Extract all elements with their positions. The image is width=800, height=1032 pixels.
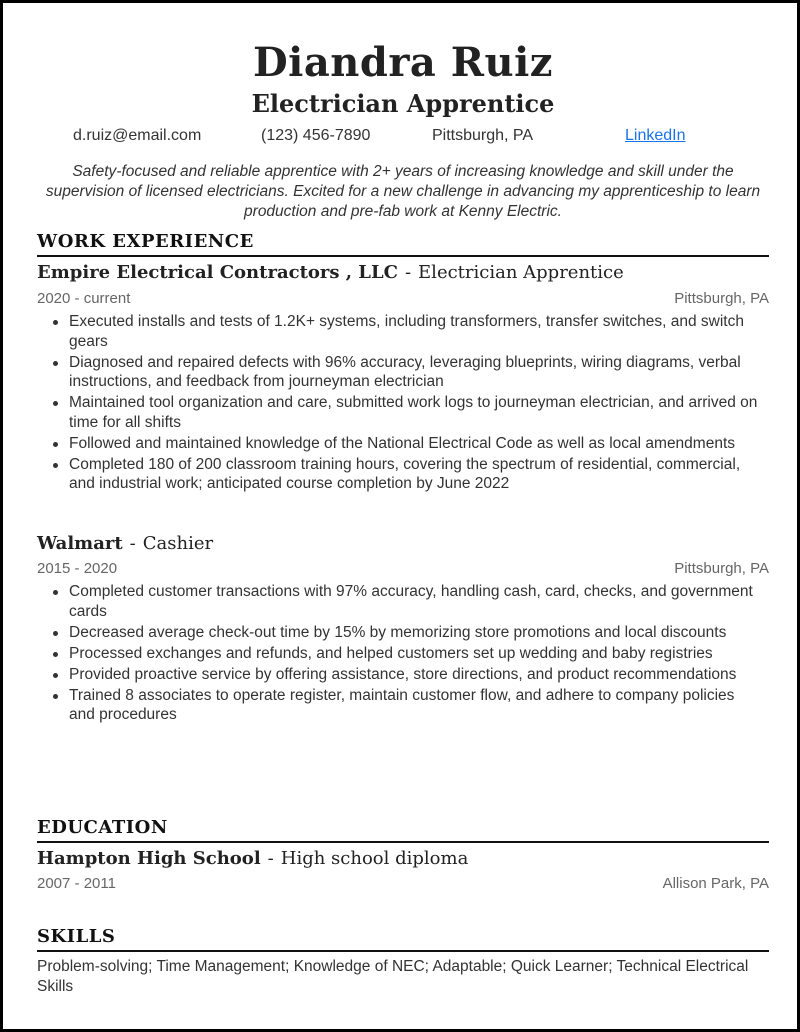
- contact-row: [3, 127, 800, 149]
- list-item: Followed and maintained knowledge of the National Electrical Code as well as local amendments: [37, 434, 761, 454]
- education-meta: [37, 875, 769, 895]
- education-header: [37, 848, 468, 869]
- section-work-experience: WORK EXPERIENCE: [37, 231, 769, 257]
- list-item: Trained 8 associates to operate register, maintain customer flow, and adhere to company policies and procedures: [37, 686, 761, 725]
- job-dates: 2015 - 2020: [37, 560, 118, 577]
- job-bullets: [37, 312, 761, 495]
- job-bullets: [37, 582, 761, 726]
- list-item: Maintained tool organization and care, submitted work logs to journeyman electrician, and arrived on time for all shifts: [37, 393, 761, 432]
- contact-email: d.ruiz@email.com: [73, 127, 202, 144]
- job-header: [37, 262, 624, 283]
- job-location: Pittsburgh, PA: [674, 560, 769, 577]
- contact-location: Pittsburgh, PA: [432, 127, 534, 144]
- candidate-name: Diandra Ruiz: [252, 39, 553, 86]
- candidate-title: Electrician Apprentice: [251, 89, 555, 118]
- education-dates: 2007 - 2011: [37, 875, 116, 892]
- education-location: Allison Park, PA: [662, 875, 769, 892]
- job-meta: [37, 290, 769, 310]
- school-name: Hampton High School: [37, 848, 261, 869]
- list-item: Processed exchanges and refunds, and helped customers set up wedding and baby registries: [37, 644, 761, 664]
- job-dates: 2020 - current: [37, 290, 131, 307]
- company-name: Empire Electrical Contractors , LLC: [37, 262, 398, 283]
- list-item: Completed customer transactions with 97% accuracy, handling cash, card, checks, and government cards: [37, 582, 761, 621]
- contact-phone: (123) 456-7890: [261, 127, 371, 144]
- degree: High school diploma: [280, 848, 469, 869]
- job-location: Pittsburgh, PA: [674, 290, 769, 307]
- section-education: EDUCATION: [37, 817, 769, 843]
- section-skills: SKILLS: [37, 926, 769, 952]
- list-item: Executed installs and tests of 1.2K+ systems, including transformers, transfer switches, and switch gears: [37, 312, 761, 351]
- list-item: Provided proactive service by offering assistance, store directions, and product recommendations: [37, 665, 761, 685]
- skills-list: Problem-solving; Time Management; Knowledge of NEC; Adaptable; Quick Learner; Technical Electrical Skills: [37, 958, 749, 995]
- summary: Safety-focused and reliable apprentice with 2+ years of increasing knowledge and skill under the supervision of licensed electricians. Excited for a new challenge in advancing my apprenticeship to learn production and pre-fab work at Kenny Electric.: [45, 163, 761, 220]
- list-item: Completed 180 of 200 classroom training hours, covering the spectrum of residential, commercial, and industrial work; anticipated course completion by June 2022: [37, 455, 761, 494]
- company-name: Walmart: [37, 533, 123, 554]
- list-item: Diagnosed and repaired defects with 96% accuracy, leveraging blueprints, wiring diagrams, verbal instructions, and feedback from journeyman electrician: [37, 353, 761, 392]
- list-item: Decreased average check-out time by 15% by memorizing store promotions and local discounts: [37, 623, 761, 643]
- job-meta: [37, 560, 769, 580]
- job-role: Cashier: [142, 533, 214, 554]
- separator: -: [129, 533, 136, 554]
- job-header: [37, 533, 213, 554]
- separator: -: [267, 848, 274, 869]
- linkedin-link[interactable]: LinkedIn: [625, 127, 686, 144]
- separator: -: [404, 262, 412, 283]
- job-role: Electrician Apprentice: [418, 262, 624, 283]
